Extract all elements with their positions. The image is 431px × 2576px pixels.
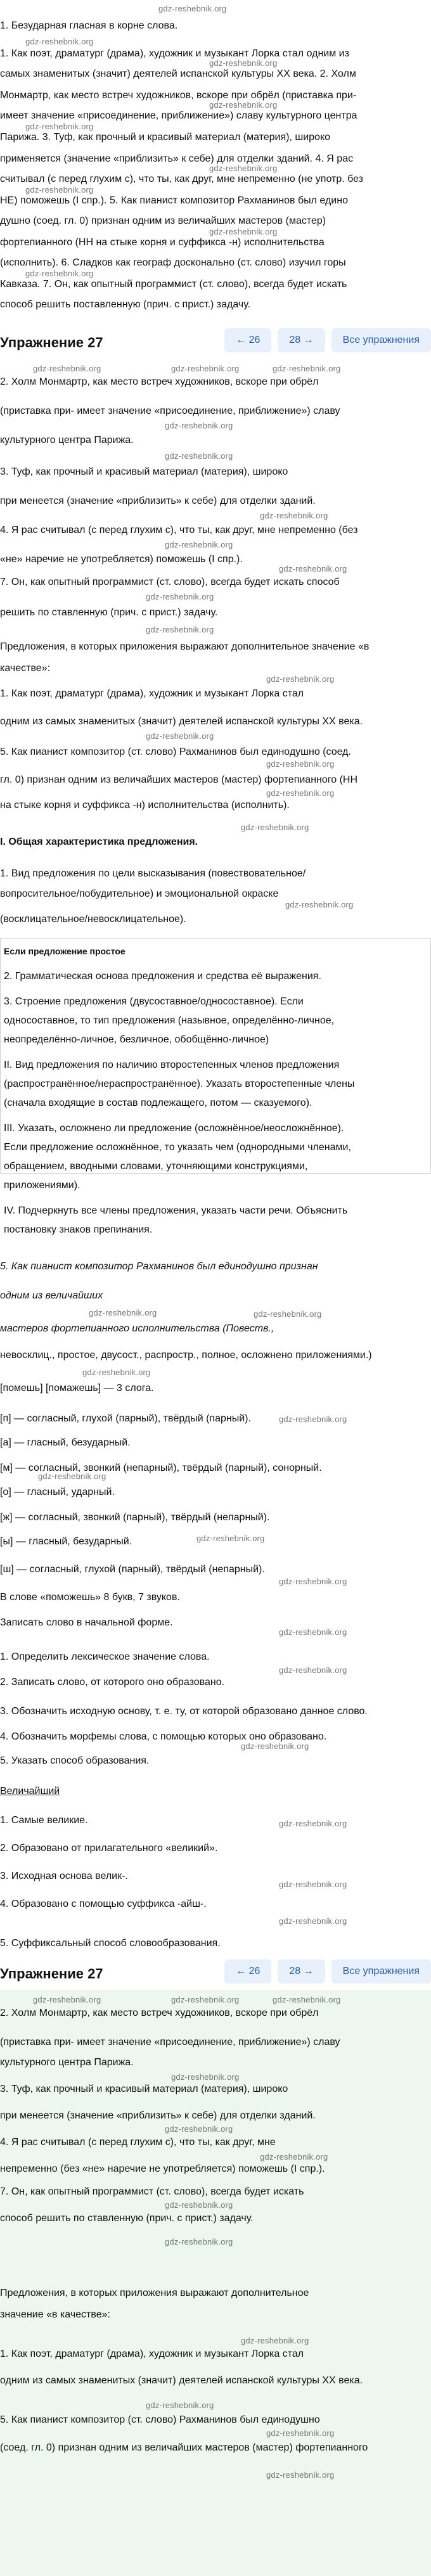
text-line: 1. Как поэт, драматург (драма), художник и музыкант Лорка стал bbox=[0, 688, 304, 699]
text-line: обращением, вводными словами, уточняющими конструкциями, bbox=[4, 1161, 308, 1172]
watermark: gdz-reshebnik.org bbox=[279, 1880, 347, 1889]
next-exercise-button[interactable]: 28 → bbox=[278, 1959, 325, 1983]
text-line: [ш] — согласный, глухой (парный), твёрдый (непарный). bbox=[0, 1564, 265, 1575]
text-line: (сначала входящие в состав подлежащего, потом — сказуемого). bbox=[4, 1098, 312, 1108]
text-line: В слове «поможешь» 8 букв, 7 звуков. bbox=[0, 1592, 180, 1603]
all-exercises-button[interactable]: Все упражнения bbox=[331, 328, 431, 352]
text-line: гл. 0) признан одним из величайших мастеров (мастер) фортепианного (НН bbox=[0, 774, 358, 785]
watermark: gdz-reshebnik.org bbox=[165, 2124, 233, 2134]
text-line: 3. Обозначить исходную основу, т. е. ту, от которой образовано данное слово. bbox=[0, 1706, 368, 1717]
exercise-nav bbox=[224, 328, 431, 352]
text-line: одним из самых знаменитых (значит) деятелей испанской культуры XX века. bbox=[0, 716, 363, 727]
text-line: Величайший bbox=[0, 1786, 60, 1797]
text-line: Предложения, в которых приложения выражают дополнительное значение «в bbox=[0, 641, 370, 652]
watermark: gdz-reshebnik.org bbox=[279, 1627, 347, 1637]
text-line: (исполнить). 6. Сладков как географ досконально (ст. слово) изучил горы bbox=[0, 257, 346, 268]
text-line: самых знаменитых (значит) деятелей испанской культуры XX века. 2. Холм bbox=[0, 68, 356, 79]
text-line: вопросительное/побудительное) и эмоциональной окраске bbox=[0, 888, 279, 899]
text-line: культурного центра Парижа. bbox=[0, 435, 134, 445]
watermark: gdz-reshebnik.org bbox=[165, 2237, 233, 2246]
text-line: решить по ставленную (прич. с прист.) задачу. bbox=[0, 607, 218, 618]
watermark: gdz-reshebnik.org bbox=[254, 1309, 322, 1319]
text-line: (приставка при- имеет значение «присоединение, приближение») славу bbox=[0, 406, 340, 416]
text-line: [помешь] [помажешь] — 3 слога. bbox=[0, 1383, 154, 1394]
text-line: 2. Холм Монмартр, как место встреч художников, вскоре при обрёл bbox=[0, 2008, 319, 2018]
text-line: 1. Определить лексическое значение слова. bbox=[0, 1651, 210, 1662]
watermark: gdz-reshebnik.org bbox=[146, 625, 214, 634]
prev-exercise-button[interactable]: ← 26 bbox=[224, 328, 271, 352]
text-line: невосклиц., простое, двусост., распростр., полное, осложнено приложениями.) bbox=[0, 1350, 372, 1361]
text-line: фортепианного (НН на стыке корня и суффикса -н) исполнительства bbox=[0, 237, 325, 248]
text-line: НЕ) поможешь (I спр.). 5. Как пианист композитор Рахманинов был едино bbox=[0, 195, 348, 206]
text-line: значение «в качестве»: bbox=[0, 2309, 110, 2320]
text-line: непременно (без «не» наречие не употребляется) поможешь (I спр.). bbox=[0, 2163, 325, 2174]
text-line: неопределённо-личное, безличное, обобщённо-личное) bbox=[4, 1034, 269, 1045]
text-line: мастеров фортепианного исполнительства (Повеств., bbox=[0, 1323, 274, 1334]
text-line: душно (соед. гл. 0) признан одним из величайших мастеров (мастер) bbox=[0, 215, 326, 226]
site-header: gdz-reshebnik.org bbox=[158, 4, 227, 13]
watermark: gdz-reshebnik.org bbox=[89, 1308, 157, 1317]
watermark: gdz-reshebnik.org bbox=[260, 511, 328, 520]
watermark: gdz-reshebnik.org bbox=[279, 564, 347, 574]
watermark: gdz-reshebnik.org bbox=[209, 58, 278, 68]
text-line: при менеется (значение «приблизить» к себе) для отделки зданий. bbox=[0, 496, 316, 506]
watermark: gdz-reshebnik.org bbox=[25, 37, 94, 46]
text-line: 2. Грамматическая основа предложения и средства её выражения. bbox=[4, 971, 321, 982]
text-line: [п] — согласный, глухой (парный), твёрдый (парный). bbox=[0, 1413, 251, 1424]
watermark: gdz-reshebnik.org bbox=[171, 2072, 240, 2082]
text-line: 7. Он, как опытный программист (ст. слово), всегда будет искать способ bbox=[0, 577, 340, 587]
text-line: 2. Холм Монмартр, как место встреч художников, вскоре при обрёл bbox=[0, 376, 319, 387]
text-line: на стыке корня и суффикса -н) исполнительства (исполнить). bbox=[0, 800, 290, 811]
watermark: gdz-reshebnik.org bbox=[25, 269, 94, 278]
watermark: gdz-reshebnik.org bbox=[279, 1414, 347, 1424]
text-line: (восклицательное/невосклицательное). bbox=[0, 914, 186, 925]
watermark: gdz-reshebnik.org bbox=[165, 2200, 233, 2210]
text-line: одним из величайших bbox=[0, 1290, 103, 1301]
watermark: gdz-reshebnik.org bbox=[241, 1741, 309, 1751]
text-line: 1. Безударная гласная в корне слова. bbox=[0, 20, 178, 31]
exercise-title: Упражнение 27 bbox=[0, 335, 103, 350]
watermark: gdz-reshebnik.org bbox=[279, 1577, 347, 1586]
text-line: 1. Самые великие. bbox=[0, 1815, 88, 1826]
watermark: gdz-reshebnik.org bbox=[285, 900, 354, 909]
watermark: gdz-reshebnik.org bbox=[266, 788, 335, 798]
watermark: gdz-reshebnik.org bbox=[273, 364, 341, 373]
watermark: gdz-reshebnik.org bbox=[82, 1368, 151, 1377]
text-line: 5. Суффиксальный способ словообразования. bbox=[0, 1938, 221, 1949]
exercise-nav bbox=[224, 1959, 431, 1983]
text-line: III. Указать, осложнено ли предложение (осложнённое/неосложнённое). bbox=[4, 1123, 344, 1134]
text-line: [м] — согласный, звонкий (непарный), твёрдый (парный), сонорный. bbox=[0, 1463, 322, 1473]
prev-exercise-button[interactable]: ← 26 bbox=[224, 1959, 271, 1983]
text-line: 1. Как поэт, драматург (драма), художник и музыкант Лорка стал bbox=[0, 2349, 304, 2359]
text-line: 7. Он, как опытный программист (ст. слово), всегда будет искать bbox=[0, 2186, 304, 2197]
text-line: 1. Как поэт, драматург (драма), художник и музыкант Лорка стал одним из bbox=[0, 48, 349, 59]
text-line: Монмартр, как место встреч художников, вскоре при обрёл (приставка при- bbox=[0, 90, 357, 101]
text-line: при менеется (значение «приблизить» к себе) для отделки зданий. bbox=[0, 2110, 316, 2121]
all-exercises-button[interactable]: Все упражнения bbox=[331, 1959, 431, 1983]
watermark: gdz-reshebnik.org bbox=[209, 100, 278, 110]
text-line: применяется (значение «приблизить» к себе) для отделки зданий. 4. Я рас bbox=[0, 153, 354, 164]
text-line: Если предложение осложнённое, то указать чем (однородными членами, bbox=[4, 1142, 351, 1153]
text-line: (приставка при- имеет значение «присоединение, приближение») славу bbox=[0, 2037, 340, 2047]
watermark: gdz-reshebnik.org bbox=[279, 1819, 347, 1828]
watermark: gdz-reshebnik.org bbox=[241, 823, 309, 832]
text-line: (соед. гл. 0) признан одним из величайших мастеров (мастер) фортепианного bbox=[0, 2442, 368, 2453]
watermark: gdz-reshebnik.org bbox=[266, 759, 335, 769]
next-exercise-button[interactable]: 28 → bbox=[278, 328, 325, 352]
text-line: одним из самых знаменитых (значит) деятелей испанской культуры XX века. bbox=[0, 2375, 363, 2386]
watermark: gdz-reshebnik.org bbox=[33, 1995, 101, 2004]
text-line: постановку знаков препинания. bbox=[4, 1224, 153, 1235]
watermark: gdz-reshebnik.org bbox=[196, 1534, 265, 1543]
text-line: IV. Подчеркнуть все члены предложения, указать части речи. Объяснить bbox=[4, 1205, 348, 1216]
watermark: gdz-reshebnik.org bbox=[165, 421, 233, 430]
text-line: [ж] — согласный, звонкий (парный), твёрдый (непарный). bbox=[0, 1512, 270, 1523]
text-line: 1. Вид предложения по цели высказывания (повествовательное/ bbox=[0, 868, 306, 879]
watermark: gdz-reshebnik.org bbox=[209, 227, 278, 236]
watermark: gdz-reshebnik.org bbox=[266, 2428, 335, 2438]
text-line: 4. Обозначить морфемы слова, с помощью которых оно образовано. bbox=[0, 1731, 327, 1742]
watermark: gdz-reshebnik.org bbox=[146, 592, 214, 601]
watermark: gdz-reshebnik.org bbox=[38, 1471, 106, 1481]
text-line: считывал (с перед глухим с), что ты, как друг, мне непременно (не употр. без bbox=[0, 174, 363, 184]
text-line: 2. Записать слово, от которого оно образовано. bbox=[0, 1677, 225, 1688]
text-line: 4. Я рас считывал (с перед глухим с), что ты, как друг, мне непременно (без bbox=[0, 525, 358, 535]
watermark: gdz-reshebnik.org bbox=[25, 122, 94, 131]
watermark: gdz-reshebnik.org bbox=[209, 163, 278, 173]
text-line: Если предложение простое bbox=[4, 946, 125, 956]
text-line: I. Общая характеристика предложения. bbox=[0, 836, 198, 847]
watermark: gdz-reshebnik.org bbox=[241, 2336, 309, 2345]
text-line: способ решить по ставленную (прич. с прист.) задачу. bbox=[0, 2213, 254, 2224]
text-line: 4. Я рас считывал (с перед глухим с), что ты, как друг, мне bbox=[0, 2137, 276, 2148]
text-line: [а] — гласный, безударный. bbox=[0, 1437, 131, 1448]
watermark: gdz-reshebnik.org bbox=[260, 2152, 328, 2162]
text-line: Записать слово в начальной форме. bbox=[0, 1617, 173, 1628]
watermark: gdz-reshebnik.org bbox=[171, 364, 240, 373]
text-line: 3. Туф, как прочный и красивый материал (материя), широко bbox=[0, 2084, 288, 2094]
text-line: «не» наречие не употребляется) поможешь (I спр.). bbox=[0, 554, 243, 565]
watermark: gdz-reshebnik.org bbox=[273, 1995, 341, 2004]
watermark: gdz-reshebnik.org bbox=[279, 1916, 347, 1926]
text-line: [о] — гласный, ударный. bbox=[0, 1487, 115, 1497]
watermark: gdz-reshebnik.org bbox=[25, 185, 94, 195]
text-line: Кавказа. 7. Он, как опытный программист (ст. слово), всегда будет искать bbox=[0, 279, 347, 290]
text-line: способ решить поставленную (прич. с прист.) задачу. bbox=[0, 299, 251, 310]
text-line: Предложения, в которых приложения выражают дополнительное bbox=[0, 2288, 309, 2298]
watermark: gdz-reshebnik.org bbox=[146, 2400, 214, 2410]
text-line: культурного центра Парижа. bbox=[0, 2057, 134, 2068]
watermark: gdz-reshebnik.org bbox=[146, 731, 214, 741]
text-line: 5. Указать способ образования. bbox=[0, 1755, 150, 1766]
text-line: II. Вид предложения по наличию второстепенных членов предложения bbox=[4, 1060, 340, 1070]
text-line: имеет значение «присоединение, приближение») славу культурного центра bbox=[0, 110, 357, 121]
watermark: gdz-reshebnik.org bbox=[279, 1665, 347, 1675]
text-line: 5. Как пианист композитор (ст. слово) Рахманинов был единодушно bbox=[0, 2414, 320, 2425]
text-line: 5. Как пианист композитор (ст. слово) Рахманинов был единодушно (соед. bbox=[0, 747, 351, 757]
watermark: gdz-reshebnik.org bbox=[171, 1995, 240, 2004]
watermark: gdz-reshebnik.org bbox=[165, 451, 233, 461]
text-line: 3. Исходная основа велик-. bbox=[0, 1871, 128, 1881]
text-line: качестве»: bbox=[0, 663, 51, 674]
watermark: gdz-reshebnik.org bbox=[266, 2470, 335, 2480]
text-line: 3. Строение предложения (двусоставное/односоставное). Если bbox=[4, 996, 304, 1007]
text-line: односоставное, то тип предложения (назывное, определённо-личное, bbox=[4, 1015, 335, 1026]
exercise-title: Упражнение 27 bbox=[0, 1966, 103, 1982]
text-line: 4. Образовано с помощью суффикса -айш-. bbox=[0, 1899, 207, 1909]
text-line: 2. Образовано от прилагательного «великий». bbox=[0, 1843, 218, 1854]
text-line: 5. Как пианист композитор Рахманинов был единодушно признан bbox=[0, 1261, 318, 1272]
watermark: gdz-reshebnik.org bbox=[165, 540, 233, 549]
text-line: приложениями). bbox=[4, 1180, 80, 1191]
text-line: 3. Туф, как прочный и красивый материал (материя), широко bbox=[0, 466, 288, 477]
watermark: gdz-reshebnik.org bbox=[33, 364, 101, 373]
text-line: (распространённое/нераспространённое). Указать второстепенные члены bbox=[4, 1079, 355, 1089]
watermark: gdz-reshebnik.org bbox=[266, 674, 335, 684]
text-line: Парижа. 3. Туф, как прочный и красивый материал (материя), широко bbox=[0, 132, 331, 143]
text-line: [ы] — гласный, безударный. bbox=[0, 1536, 132, 1547]
